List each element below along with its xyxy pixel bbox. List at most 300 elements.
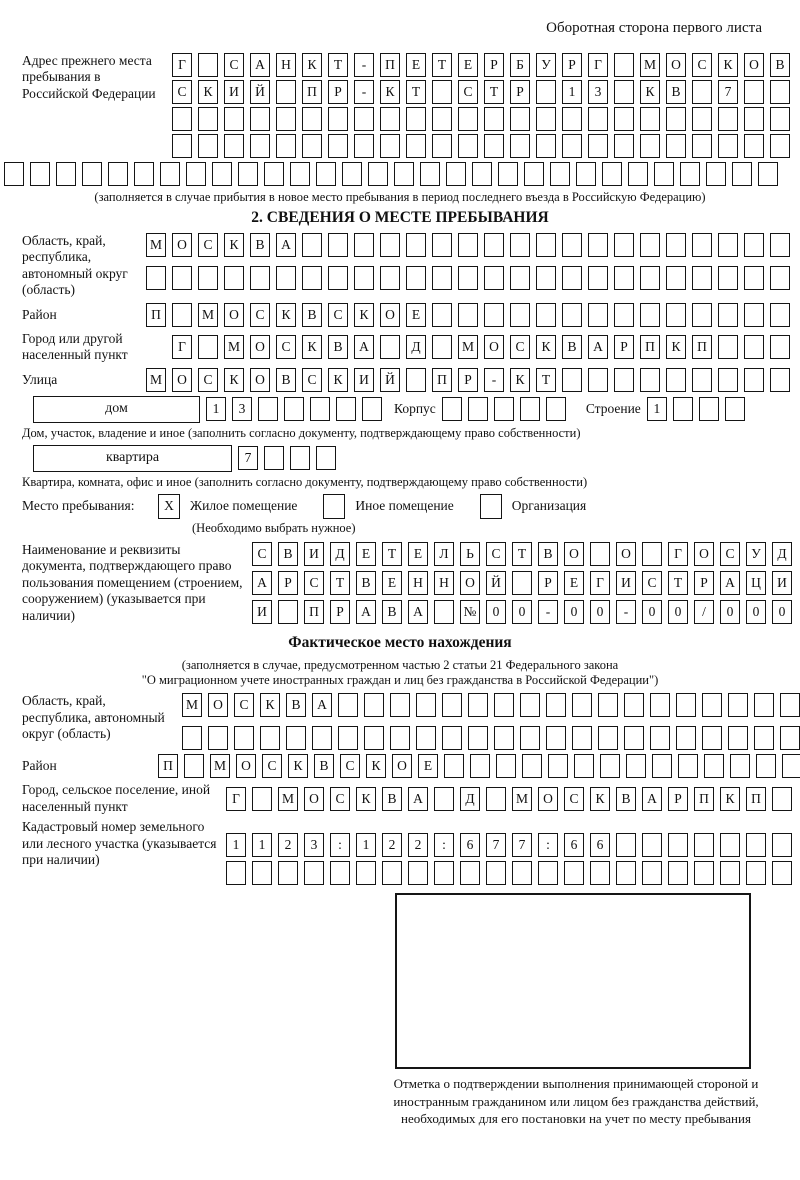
char-box[interactable] <box>484 303 504 327</box>
char-box[interactable]: С <box>172 80 192 104</box>
char-box[interactable]: О <box>484 335 504 359</box>
char-box[interactable] <box>432 107 452 131</box>
char-box[interactable] <box>304 861 324 885</box>
char-box[interactable]: С <box>302 368 322 392</box>
char-box[interactable] <box>718 303 738 327</box>
char-box[interactable] <box>616 861 636 885</box>
char-box[interactable] <box>692 368 712 392</box>
char-box[interactable] <box>432 134 452 158</box>
char-box[interactable]: О <box>250 335 270 359</box>
char-box[interactable] <box>520 693 540 717</box>
char-box[interactable]: М <box>210 754 230 778</box>
char-box[interactable]: О <box>208 693 228 717</box>
char-box[interactable]: В <box>314 754 334 778</box>
char-box[interactable] <box>406 107 426 131</box>
char-box[interactable]: Й <box>250 80 270 104</box>
char-box[interactable]: Д <box>772 542 792 566</box>
char-box[interactable] <box>614 107 634 131</box>
char-box[interactable] <box>702 693 722 717</box>
char-box[interactable] <box>780 693 800 717</box>
char-box[interactable]: К <box>328 368 348 392</box>
char-box[interactable] <box>536 107 556 131</box>
char-box[interactable] <box>598 693 618 717</box>
char-box[interactable] <box>368 162 388 186</box>
char-box[interactable]: О <box>694 542 714 566</box>
char-box[interactable] <box>574 754 594 778</box>
char-box[interactable]: Л <box>434 542 454 566</box>
char-box[interactable] <box>536 134 556 158</box>
char-box[interactable] <box>702 726 722 750</box>
char-box[interactable] <box>494 693 514 717</box>
char-box[interactable] <box>692 303 712 327</box>
char-box[interactable]: П <box>146 303 166 327</box>
char-box[interactable]: Р <box>330 600 350 624</box>
char-box[interactable]: 7 <box>718 80 738 104</box>
char-box[interactable] <box>146 266 166 290</box>
char-box[interactable] <box>668 833 688 857</box>
char-box[interactable] <box>720 833 740 857</box>
char-box[interactable] <box>650 693 670 717</box>
char-box[interactable]: - <box>354 80 374 104</box>
char-box[interactable] <box>744 303 764 327</box>
char-box[interactable]: Е <box>406 303 426 327</box>
char-box[interactable] <box>458 107 478 131</box>
char-box[interactable] <box>642 861 662 885</box>
char-box[interactable]: М <box>458 335 478 359</box>
char-box[interactable]: Т <box>484 80 504 104</box>
char-box[interactable]: А <box>276 233 296 257</box>
char-box[interactable] <box>616 833 636 857</box>
char-box[interactable]: С <box>720 542 740 566</box>
char-box[interactable] <box>678 754 698 778</box>
char-box[interactable]: Г <box>172 53 192 77</box>
char-box[interactable]: М <box>640 53 660 77</box>
char-box[interactable] <box>588 134 608 158</box>
char-box[interactable]: С <box>330 787 350 811</box>
char-box[interactable]: А <box>250 53 270 77</box>
char-box[interactable]: О <box>250 368 270 392</box>
char-box[interactable] <box>640 368 660 392</box>
char-box[interactable] <box>312 726 332 750</box>
char-box[interactable] <box>546 726 566 750</box>
char-box[interactable]: В <box>356 571 376 595</box>
char-box[interactable]: В <box>770 53 790 77</box>
char-box[interactable] <box>770 134 790 158</box>
char-box[interactable]: В <box>562 335 582 359</box>
char-box[interactable] <box>323 494 345 519</box>
char-box[interactable] <box>520 726 540 750</box>
char-box[interactable]: 1 <box>252 833 272 857</box>
char-box[interactable] <box>728 693 748 717</box>
char-box[interactable]: 0 <box>746 600 766 624</box>
char-box[interactable] <box>640 107 660 131</box>
char-box[interactable] <box>718 107 738 131</box>
char-box[interactable] <box>390 693 410 717</box>
char-box[interactable]: К <box>640 80 660 104</box>
char-box[interactable]: Д <box>330 542 350 566</box>
char-box[interactable]: М <box>198 303 218 327</box>
char-box[interactable] <box>510 134 530 158</box>
char-box[interactable]: П <box>640 335 660 359</box>
char-box[interactable] <box>626 754 646 778</box>
char-box[interactable]: Д <box>460 787 480 811</box>
char-box[interactable]: 0 <box>668 600 688 624</box>
char-box[interactable]: С <box>252 542 272 566</box>
char-box[interactable]: 1 <box>356 833 376 857</box>
char-box[interactable]: К <box>198 80 218 104</box>
char-box[interactable] <box>550 162 570 186</box>
char-box[interactable]: М <box>146 233 166 257</box>
char-box[interactable] <box>316 162 336 186</box>
char-box[interactable] <box>548 754 568 778</box>
char-box[interactable] <box>744 134 764 158</box>
char-box[interactable]: X <box>158 494 180 519</box>
char-box[interactable] <box>640 266 660 290</box>
char-box[interactable]: К <box>260 693 280 717</box>
char-box[interactable] <box>182 726 202 750</box>
char-box[interactable] <box>458 303 478 327</box>
char-box[interactable]: В <box>382 787 402 811</box>
char-box[interactable]: Р <box>328 80 348 104</box>
char-box[interactable] <box>198 134 218 158</box>
char-box[interactable] <box>238 162 258 186</box>
char-box[interactable]: А <box>642 787 662 811</box>
char-box[interactable] <box>536 266 556 290</box>
char-box[interactable]: 3 <box>588 80 608 104</box>
char-box[interactable]: 7 <box>238 446 258 470</box>
char-box[interactable]: М <box>224 335 244 359</box>
char-box[interactable] <box>588 368 608 392</box>
char-box[interactable] <box>562 134 582 158</box>
char-box[interactable] <box>302 233 322 257</box>
char-box[interactable] <box>328 233 348 257</box>
char-box[interactable] <box>512 571 532 595</box>
char-box[interactable]: К <box>356 787 376 811</box>
char-box[interactable] <box>468 397 488 421</box>
char-box[interactable] <box>666 134 686 158</box>
char-box[interactable]: В <box>276 368 296 392</box>
char-box[interactable] <box>770 233 790 257</box>
char-box[interactable] <box>614 368 634 392</box>
char-box[interactable] <box>614 80 634 104</box>
char-box[interactable] <box>572 726 592 750</box>
char-box[interactable] <box>172 303 192 327</box>
char-box[interactable]: 3 <box>304 833 324 857</box>
char-box[interactable]: С <box>198 233 218 257</box>
char-box[interactable] <box>494 397 514 421</box>
char-box[interactable]: К <box>666 335 686 359</box>
char-box[interactable] <box>276 266 296 290</box>
char-box[interactable]: О <box>616 542 636 566</box>
char-box[interactable] <box>432 335 452 359</box>
char-box[interactable] <box>416 726 436 750</box>
char-box[interactable] <box>172 134 192 158</box>
char-box[interactable] <box>356 861 376 885</box>
char-box[interactable] <box>628 162 648 186</box>
char-box[interactable] <box>562 368 582 392</box>
char-box[interactable] <box>562 233 582 257</box>
char-box[interactable] <box>338 693 358 717</box>
char-box[interactable] <box>676 726 696 750</box>
char-box[interactable]: 0 <box>642 600 662 624</box>
char-box[interactable] <box>754 693 774 717</box>
char-box[interactable]: И <box>772 571 792 595</box>
char-box[interactable] <box>460 861 480 885</box>
char-box[interactable]: П <box>694 787 714 811</box>
char-box[interactable] <box>498 162 518 186</box>
char-box[interactable]: 1 <box>206 397 226 421</box>
char-box[interactable] <box>744 107 764 131</box>
stay-option-residential-checkbox[interactable] <box>158 494 186 519</box>
char-box[interactable] <box>720 861 740 885</box>
char-box[interactable] <box>226 861 246 885</box>
char-box[interactable]: У <box>746 542 766 566</box>
char-box[interactable] <box>562 303 582 327</box>
char-box[interactable] <box>354 107 374 131</box>
char-box[interactable] <box>666 303 686 327</box>
char-box[interactable]: О <box>236 754 256 778</box>
char-box[interactable] <box>520 397 540 421</box>
char-box[interactable]: 7 <box>512 833 532 857</box>
char-box[interactable] <box>746 833 766 857</box>
char-box[interactable] <box>290 162 310 186</box>
stay-option-other-checkbox[interactable] <box>323 494 351 519</box>
char-box[interactable] <box>234 726 254 750</box>
char-box[interactable] <box>364 726 384 750</box>
char-box[interactable] <box>642 833 662 857</box>
char-box[interactable] <box>134 162 154 186</box>
char-box[interactable] <box>382 861 402 885</box>
char-box[interactable] <box>406 134 426 158</box>
char-box[interactable] <box>756 754 776 778</box>
char-box[interactable]: Г <box>588 53 608 77</box>
char-box[interactable]: Т <box>512 542 532 566</box>
char-box[interactable] <box>718 335 738 359</box>
char-box[interactable]: А <box>252 571 272 595</box>
char-box[interactable]: С <box>642 571 662 595</box>
char-box[interactable]: 2 <box>382 833 402 857</box>
char-box[interactable] <box>754 726 774 750</box>
char-box[interactable]: Д <box>406 335 426 359</box>
char-box[interactable]: 6 <box>590 833 610 857</box>
char-box[interactable] <box>434 600 454 624</box>
char-box[interactable]: К <box>536 335 556 359</box>
char-box[interactable] <box>614 303 634 327</box>
char-box[interactable] <box>406 233 426 257</box>
char-box[interactable]: 0 <box>486 600 506 624</box>
char-box[interactable] <box>432 303 452 327</box>
char-box[interactable] <box>510 107 530 131</box>
char-box[interactable] <box>538 861 558 885</box>
char-box[interactable]: П <box>158 754 178 778</box>
char-box[interactable]: О <box>564 542 584 566</box>
char-box[interactable] <box>770 368 790 392</box>
char-box[interactable] <box>602 162 622 186</box>
char-box[interactable] <box>640 233 660 257</box>
char-box[interactable] <box>770 266 790 290</box>
char-box[interactable]: Т <box>382 542 402 566</box>
char-box[interactable] <box>510 233 530 257</box>
char-box[interactable] <box>186 162 206 186</box>
char-box[interactable] <box>524 162 544 186</box>
char-box[interactable]: А <box>312 693 332 717</box>
char-box[interactable]: О <box>744 53 764 77</box>
char-box[interactable]: / <box>694 600 714 624</box>
char-box[interactable]: И <box>304 542 324 566</box>
char-box[interactable]: К <box>354 303 374 327</box>
char-box[interactable] <box>744 80 764 104</box>
char-box[interactable]: Т <box>328 53 348 77</box>
char-box[interactable]: О <box>224 303 244 327</box>
char-box[interactable] <box>640 134 660 158</box>
char-box[interactable] <box>744 233 764 257</box>
char-box[interactable]: Т <box>668 571 688 595</box>
char-box[interactable] <box>380 233 400 257</box>
char-box[interactable] <box>336 397 356 421</box>
char-box[interactable]: 6 <box>564 833 584 857</box>
char-box[interactable]: Е <box>408 542 428 566</box>
char-box[interactable]: О <box>172 233 192 257</box>
char-box[interactable]: 0 <box>772 600 792 624</box>
char-box[interactable] <box>564 861 584 885</box>
char-box[interactable]: К <box>380 80 400 104</box>
char-box[interactable] <box>588 266 608 290</box>
char-box[interactable] <box>614 266 634 290</box>
char-box[interactable] <box>330 861 350 885</box>
char-box[interactable]: - <box>484 368 504 392</box>
char-box[interactable] <box>252 861 272 885</box>
char-box[interactable] <box>276 80 296 104</box>
char-box[interactable]: В <box>302 303 322 327</box>
char-box[interactable] <box>290 446 310 470</box>
char-box[interactable] <box>432 266 452 290</box>
char-box[interactable]: 2 <box>278 833 298 857</box>
char-box[interactable]: В <box>286 693 306 717</box>
stay-option-organization-checkbox[interactable] <box>480 494 508 519</box>
char-box[interactable] <box>468 693 488 717</box>
char-box[interactable]: С <box>458 80 478 104</box>
char-box[interactable]: Т <box>536 368 556 392</box>
char-box[interactable] <box>486 787 506 811</box>
char-box[interactable]: С <box>304 571 324 595</box>
char-box[interactable] <box>434 787 454 811</box>
char-box[interactable]: Г <box>172 335 192 359</box>
char-box[interactable]: В <box>328 335 348 359</box>
char-box[interactable] <box>444 754 464 778</box>
char-box[interactable]: М <box>512 787 532 811</box>
char-box[interactable] <box>772 861 792 885</box>
char-box[interactable] <box>624 726 644 750</box>
char-box[interactable] <box>654 162 674 186</box>
char-box[interactable]: О <box>304 787 324 811</box>
char-box[interactable]: - <box>354 53 374 77</box>
char-box[interactable]: А <box>408 600 428 624</box>
char-box[interactable]: С <box>276 335 296 359</box>
char-box[interactable] <box>484 233 504 257</box>
char-box[interactable] <box>694 833 714 857</box>
char-box[interactable] <box>458 233 478 257</box>
char-box[interactable]: Е <box>564 571 584 595</box>
char-box[interactable] <box>666 233 686 257</box>
char-box[interactable] <box>198 53 218 77</box>
char-box[interactable] <box>442 726 462 750</box>
char-box[interactable] <box>536 80 556 104</box>
char-box[interactable]: 6 <box>460 833 480 857</box>
char-box[interactable] <box>364 693 384 717</box>
char-box[interactable] <box>408 861 428 885</box>
char-box[interactable]: А <box>356 600 376 624</box>
char-box[interactable] <box>510 266 530 290</box>
char-box[interactable] <box>652 754 672 778</box>
char-box[interactable] <box>362 397 382 421</box>
char-box[interactable] <box>666 368 686 392</box>
char-box[interactable]: 0 <box>590 600 610 624</box>
char-box[interactable] <box>666 107 686 131</box>
char-box[interactable] <box>590 542 610 566</box>
char-box[interactable]: 0 <box>720 600 740 624</box>
char-box[interactable] <box>510 303 530 327</box>
char-box[interactable] <box>588 303 608 327</box>
char-box[interactable] <box>624 693 644 717</box>
char-box[interactable] <box>354 233 374 257</box>
char-box[interactable] <box>310 397 330 421</box>
char-box[interactable]: К <box>590 787 610 811</box>
char-box[interactable] <box>640 303 660 327</box>
char-box[interactable] <box>484 107 504 131</box>
char-box[interactable] <box>562 107 582 131</box>
char-box[interactable] <box>642 542 662 566</box>
char-box[interactable] <box>692 80 712 104</box>
char-box[interactable]: Р <box>562 53 582 77</box>
char-box[interactable] <box>302 107 322 131</box>
char-box[interactable]: М <box>182 693 202 717</box>
char-box[interactable] <box>420 162 440 186</box>
char-box[interactable]: К <box>302 53 322 77</box>
char-box[interactable] <box>82 162 102 186</box>
char-box[interactable] <box>302 266 322 290</box>
char-box[interactable] <box>744 266 764 290</box>
char-box[interactable] <box>278 600 298 624</box>
char-box[interactable] <box>328 134 348 158</box>
char-box[interactable] <box>250 266 270 290</box>
char-box[interactable]: 2 <box>408 833 428 857</box>
char-box[interactable]: К <box>288 754 308 778</box>
char-box[interactable]: В <box>250 233 270 257</box>
char-box[interactable]: А <box>588 335 608 359</box>
char-box[interactable] <box>744 368 764 392</box>
char-box[interactable] <box>546 693 566 717</box>
char-box[interactable] <box>770 303 790 327</box>
char-box[interactable]: П <box>304 600 324 624</box>
char-box[interactable] <box>338 726 358 750</box>
char-box[interactable]: 0 <box>512 600 532 624</box>
char-box[interactable] <box>328 266 348 290</box>
char-box[interactable] <box>458 134 478 158</box>
char-box[interactable] <box>704 754 724 778</box>
char-box[interactable]: В <box>616 787 636 811</box>
char-box[interactable]: Т <box>330 571 350 595</box>
char-box[interactable]: У <box>536 53 556 77</box>
char-box[interactable]: И <box>224 80 244 104</box>
char-box[interactable]: Р <box>614 335 634 359</box>
char-box[interactable] <box>198 335 218 359</box>
char-box[interactable]: 3 <box>232 397 252 421</box>
char-box[interactable] <box>458 266 478 290</box>
char-box[interactable] <box>746 861 766 885</box>
char-box[interactable] <box>446 162 466 186</box>
char-box[interactable]: - <box>616 600 636 624</box>
char-box[interactable]: С <box>198 368 218 392</box>
